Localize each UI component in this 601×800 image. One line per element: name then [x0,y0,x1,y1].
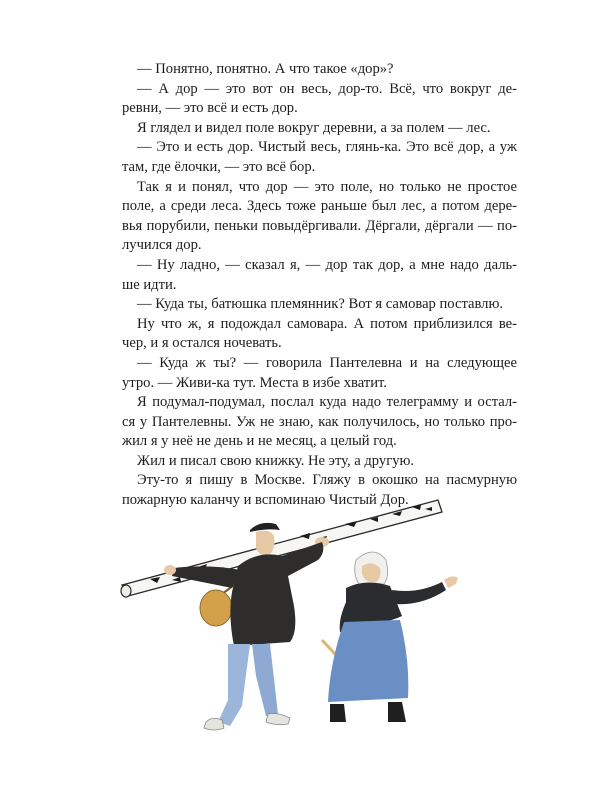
text-line: там, где ёлочки, — это всё бор. [122,158,316,175]
text-line: — Куда ты, батюшка племянник? Вот я самовар поставлю. [137,296,504,313]
text-line: жил я у неё не день и не месяц, а целый год. [122,433,397,450]
text-line: поле, а среди леса. Здесь тоже раньше был лес, а потом дере- [122,198,517,215]
text-line: — Понятно, понятно. А что такое «дор»? [137,61,394,77]
text-line: — А дор — это вот он весь, дор-то. Всё, что вокруг де- [137,80,517,97]
illustration [110,492,470,752]
text-line: вья порубили, пеньки повыдёргивали. Дёргали, дёргали — по- [122,217,517,234]
story-text [122,60,517,511]
text-line: Эту-то я пишу в Москве. Гляжу в окошко на пасмурную [137,472,517,489]
text-line: Я глядел и видел поле вокруг деревни, а за полем — лес. [137,119,491,136]
text-line: чер, и я остался ночевать. [122,335,282,352]
text-line: — Это и есть дор. Чистый весь, глянь-ка. Это всё дор, а уж [137,139,517,156]
text-line: ше идти. [122,276,177,293]
text-line: — Ну ладно, — сказал я, — дор так дор, а мне надо даль- [137,256,517,273]
text-line: Я подумал-подумал, послал куда надо телеграмму и остал- [137,394,517,411]
text-line: пожарную каланчу и вспоминаю Чистый Дор. [122,492,409,509]
text-line: Так я и понял, что дор — это поле, но только не простое [137,178,517,195]
text-line: Ну что ж, я подождал самовара. А потом приблизился ве- [137,315,517,332]
text-line: ся у Пантелевны. Уж не знаю, как получилось, но только про- [122,413,517,430]
text-line: утро. — Живи-ка тут. Места в избе хватит. [122,374,387,391]
text-line: ревни, — это всё и есть дор. [122,100,298,117]
text-line: Жил и писал свою книжку. Не эту, а другую. [137,452,415,469]
text-line: лучился дор. [122,237,202,254]
woman-figure [322,552,458,722]
text-line: — Куда ж ты? — говорила Пантелевна и на следующее [137,354,517,371]
